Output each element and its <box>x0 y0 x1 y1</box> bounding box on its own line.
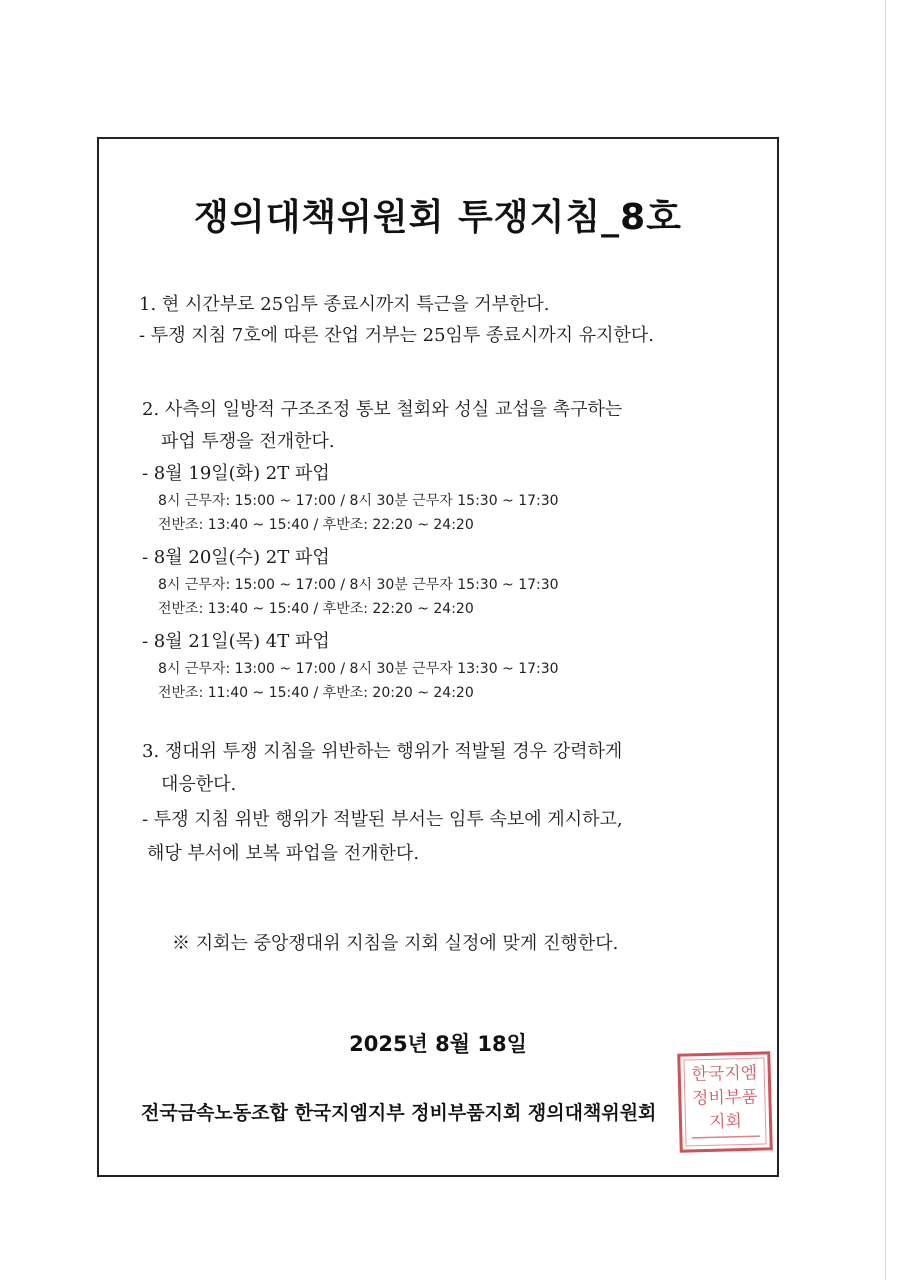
day1-detail1: 8시 근무자: 15:00 ~ 17:00 / 8시 30분 근무자 15:30 ~ 17:30 <box>158 493 559 509</box>
day1-heading: - 8월 19일(화) 2T 파업 <box>142 463 330 484</box>
day3-heading: - 8월 21일(목) 4T 파업 <box>142 631 330 652</box>
svg-text:지회: 지회 <box>708 1111 743 1133</box>
section1-line1: 1. 현 시간부로 25임투 종료시까지 특근을 거부한다. <box>139 294 550 315</box>
document-frame <box>97 137 779 1177</box>
section3-line4: 해당 부서에 보복 파업을 전개한다. <box>147 843 420 864</box>
document-date: 2025년 8월 18일 <box>349 1032 527 1056</box>
document-title: 쟁의대책위원회 투쟁지침_8호 <box>194 197 682 238</box>
day3-detail1: 8시 근무자: 13:00 ~ 17:00 / 8시 30분 근무자 13:30 ~ 17:30 <box>158 661 559 677</box>
section1-line2: - 투쟁 지침 7호에 따른 잔업 거부는 25임투 종료시까지 유지한다. <box>139 325 654 346</box>
section3-line2: 대응한다. <box>161 774 237 795</box>
section2-line1: 2. 사측의 일방적 구조조정 통보 철회와 성실 교섭을 촉구하는 <box>142 399 623 420</box>
scan-edge-line <box>885 0 886 1280</box>
day1-detail2: 전반조: 13:40 ~ 15:40 / 후반조: 22:20 ~ 24:20 <box>158 517 474 533</box>
section3-line1: 3. 쟁대위 투쟁 지침을 위반하는 행위가 적발될 경우 강력하게 <box>142 741 623 762</box>
organization-name: 전국금속노동조합 한국지엠지부 정비부품지회 쟁의대책위원회 <box>141 1102 657 1124</box>
day2-detail1: 8시 근무자: 15:00 ~ 17:00 / 8시 30분 근무자 15:30 ~ 17:30 <box>158 577 559 593</box>
day3-detail2: 전반조: 11:40 ~ 15:40 / 후반조: 20:20 ~ 24:20 <box>158 685 474 701</box>
section2-line2: 파업 투쟁을 전개한다. <box>161 431 335 452</box>
note-text: ※ 지회는 중앙쟁대위 지침을 지회 실정에 맞게 진행한다. <box>172 933 619 954</box>
day2-detail2: 전반조: 13:40 ~ 15:40 / 후반조: 22:20 ~ 24:20 <box>158 601 474 617</box>
official-seal-icon <box>676 1050 775 1154</box>
svg-text:한국지엠: 한국지엠 <box>691 1063 758 1085</box>
day2-heading: - 8월 20일(수) 2T 파업 <box>142 547 330 568</box>
svg-text:정비부품: 정비부품 <box>691 1087 758 1109</box>
section3-line3: - 투쟁 지침 위반 행위가 적발된 부서는 임투 속보에 게시하고, <box>142 809 623 830</box>
